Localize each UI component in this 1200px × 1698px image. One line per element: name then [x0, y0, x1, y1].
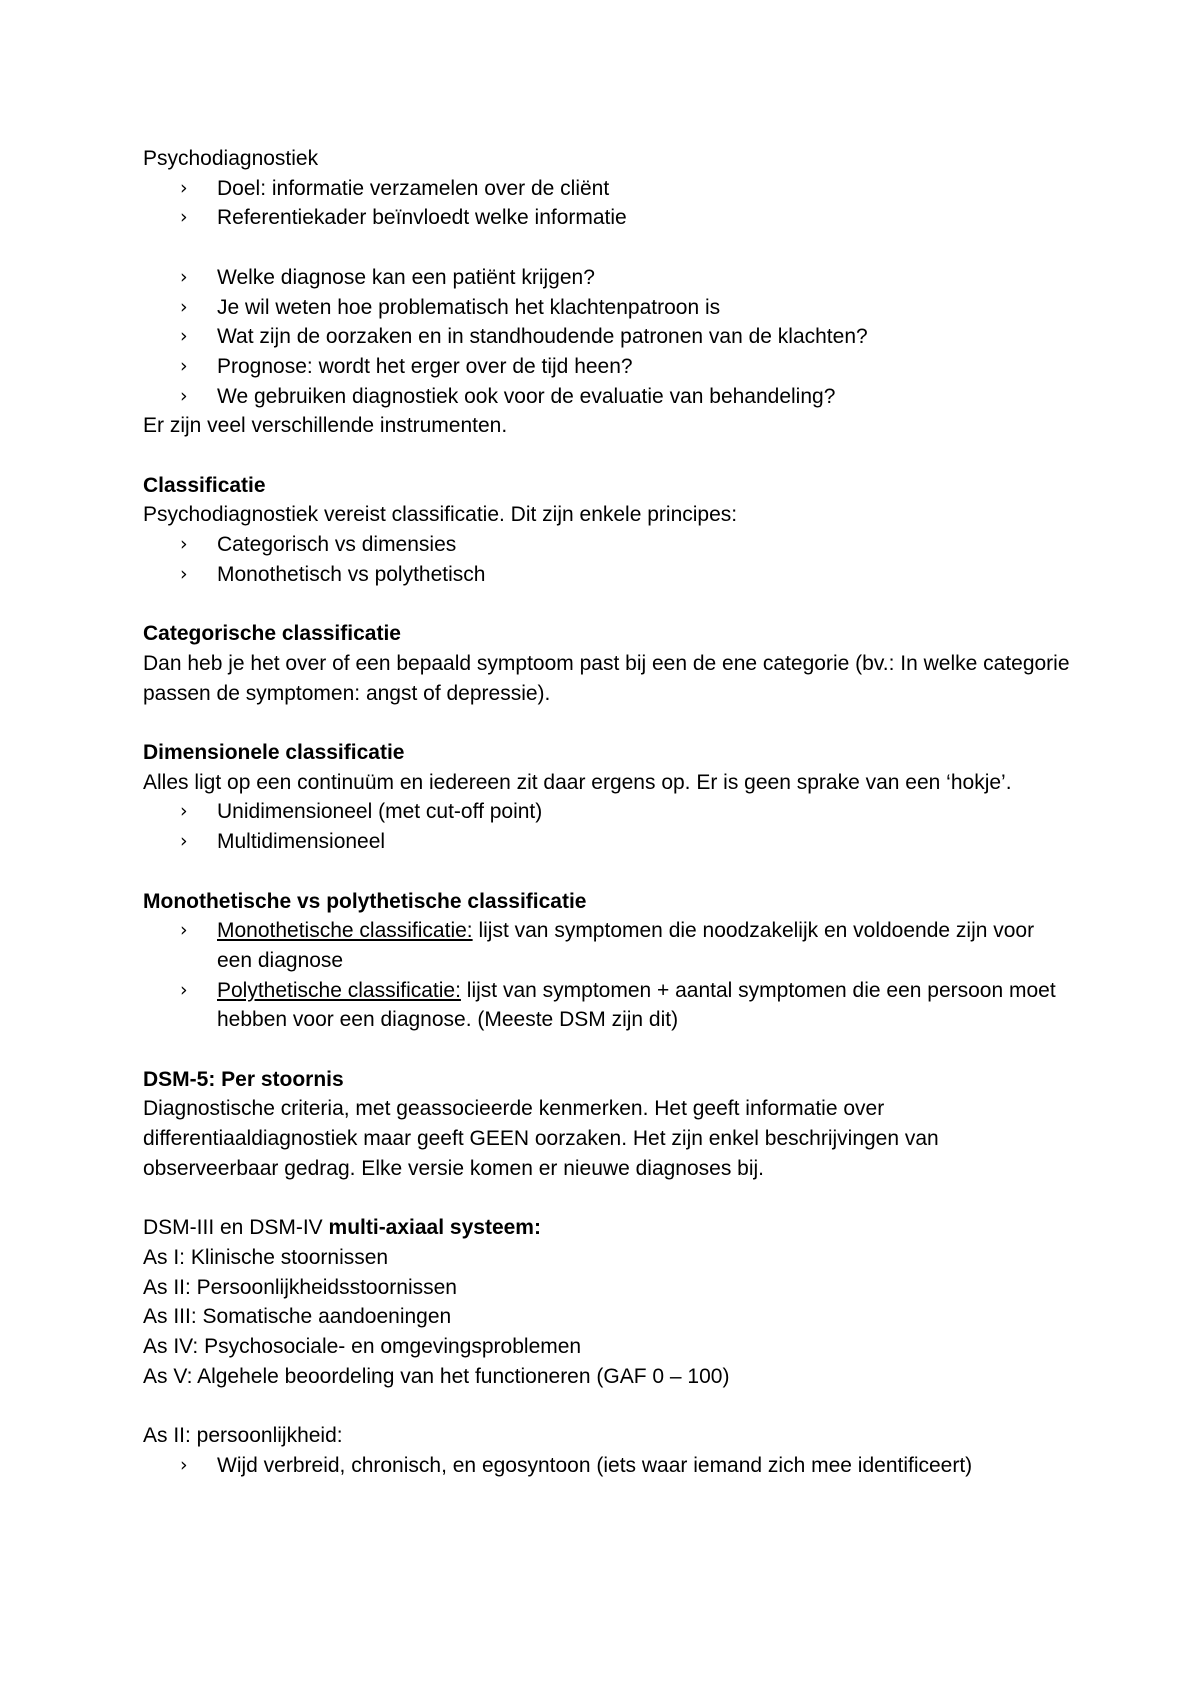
- list-item: › Prognose: wordt het erger over de tijd heen?: [143, 352, 1073, 382]
- document-body: [143, 144, 1073, 1481]
- list-item: › Welke diagnose kan een patiënt krijgen?: [143, 263, 1073, 293]
- bullet-list-as-ii: [143, 1451, 1073, 1481]
- chevron-right-icon: ›: [180, 295, 188, 318]
- bullet-list-mono-poly: [143, 916, 1073, 1035]
- list-item: › Multidimensioneel: [143, 827, 1073, 857]
- paragraph: Alles ligt op een continuüm en iedereen zit daar ergens op. Er is geen sprake van een ‘hokje’.: [143, 770, 1012, 794]
- section-heading-categorische: Categorische classificatie: [143, 622, 401, 646]
- term-polythetische: Polythetische classificatie:: [217, 978, 461, 1002]
- axis-line: As V: Algehele beoordeling van het functioneren (GAF 0 – 100): [143, 1364, 730, 1388]
- section-heading-classificatie: Classificatie: [143, 473, 266, 497]
- bullet-list-questions: [143, 263, 1073, 412]
- list-item: › Monothetische classificatie: lijst van symptomen die noodzakelijk en voldoende zijn voor een diagnose: [143, 916, 1073, 975]
- list-item: › Wat zijn de oorzaken en in standhoudende patronen van de klachten?: [143, 322, 1073, 352]
- chevron-right-icon: ›: [180, 562, 188, 585]
- paragraph: Diagnostische criteria, met geassocieerde kenmerken. Het geeft informatie over differentiaaldiagnostiek maar geeft GEEN oorzaken. Het zijn enkel beschrijvingen van observeerbaar gedrag. Elke versie komen er nieuwe diagnoses bij.: [143, 1097, 939, 1180]
- list-item: › Je wil weten hoe problematisch het klachtenpatroon is: [143, 293, 1073, 323]
- chevron-right-icon: ›: [180, 176, 188, 199]
- paragraph: Psychodiagnostiek vereist classificatie. Dit zijn enkele principes:: [143, 503, 738, 527]
- chevron-right-icon: ›: [180, 384, 188, 407]
- chevron-right-icon: ›: [180, 206, 188, 229]
- section-heading-multi-axiaal: DSM-III en DSM-IV multi-axiaal systeem:: [143, 1216, 541, 1240]
- section-heading-dimensionele: Dimensionele classificatie: [143, 741, 405, 764]
- section-title-psychodiagnostiek: Psychodiagnostiek: [143, 147, 319, 170]
- paragraph: Dan heb je het over of een bepaald symptoom past bij een de ene categorie (bv.: In welke categorie passen de symptomen: angst of depressie).: [143, 651, 1070, 705]
- chevron-right-icon: ›: [180, 919, 188, 942]
- list-item: › Unidimensioneel (met cut-off point): [143, 797, 1073, 827]
- chevron-right-icon: ›: [180, 265, 188, 288]
- axis-line: As II: Persoonlijkheidsstoornissen: [143, 1275, 457, 1299]
- term-monothetische: Monothetische classificatie:: [217, 919, 473, 943]
- list-item: › Monothetisch vs polythetisch: [143, 560, 1073, 590]
- list-item: › Doel: informatie verzamelen over de cliënt: [143, 174, 1073, 204]
- chevron-right-icon: ›: [180, 1453, 188, 1476]
- axis-line: As III: Somatische aandoeningen: [143, 1305, 452, 1329]
- axis-line: As I: Klinische stoornissen: [143, 1245, 389, 1269]
- chevron-right-icon: ›: [180, 830, 188, 853]
- chevron-right-icon: ›: [180, 533, 188, 556]
- bullet-list-dimensions: [143, 797, 1073, 856]
- list-item: › Wijd verbreid, chronisch, en egosyntoon (iets waar iemand zich mee identificeert): [143, 1451, 1073, 1481]
- chevron-right-icon: ›: [180, 325, 188, 348]
- list-item: › Categorisch vs dimensies: [143, 530, 1073, 560]
- section-heading-as-ii: As II: persoonlijkheid:: [143, 1424, 343, 1448]
- chevron-right-icon: ›: [180, 800, 188, 823]
- chevron-right-icon: ›: [180, 354, 188, 377]
- axis-line: As IV: Psychosociale- en omgevingsproblemen: [143, 1335, 582, 1359]
- section-heading-dsm5: DSM-5: Per stoornis: [143, 1067, 344, 1091]
- section-heading-monothetische: Monothetische vs polythetische classificatie: [143, 889, 587, 913]
- bullet-list-goals: [143, 174, 1073, 233]
- list-item: › Polythetische classificatie: lijst van symptomen + aantal symptomen die een persoon moet hebben voor een diagnose. (Meeste DSM zijn dit): [143, 976, 1073, 1035]
- paragraph: Er zijn veel verschillende instrumenten.: [143, 414, 508, 438]
- list-item: › We gebruiken diagnostiek ook voor de evaluatie van behandeling?: [143, 382, 1073, 412]
- bullet-list-principles: [143, 530, 1073, 589]
- list-item: › Referentiekader beïnvloedt welke informatie: [143, 203, 1073, 233]
- chevron-right-icon: ›: [180, 978, 188, 1001]
